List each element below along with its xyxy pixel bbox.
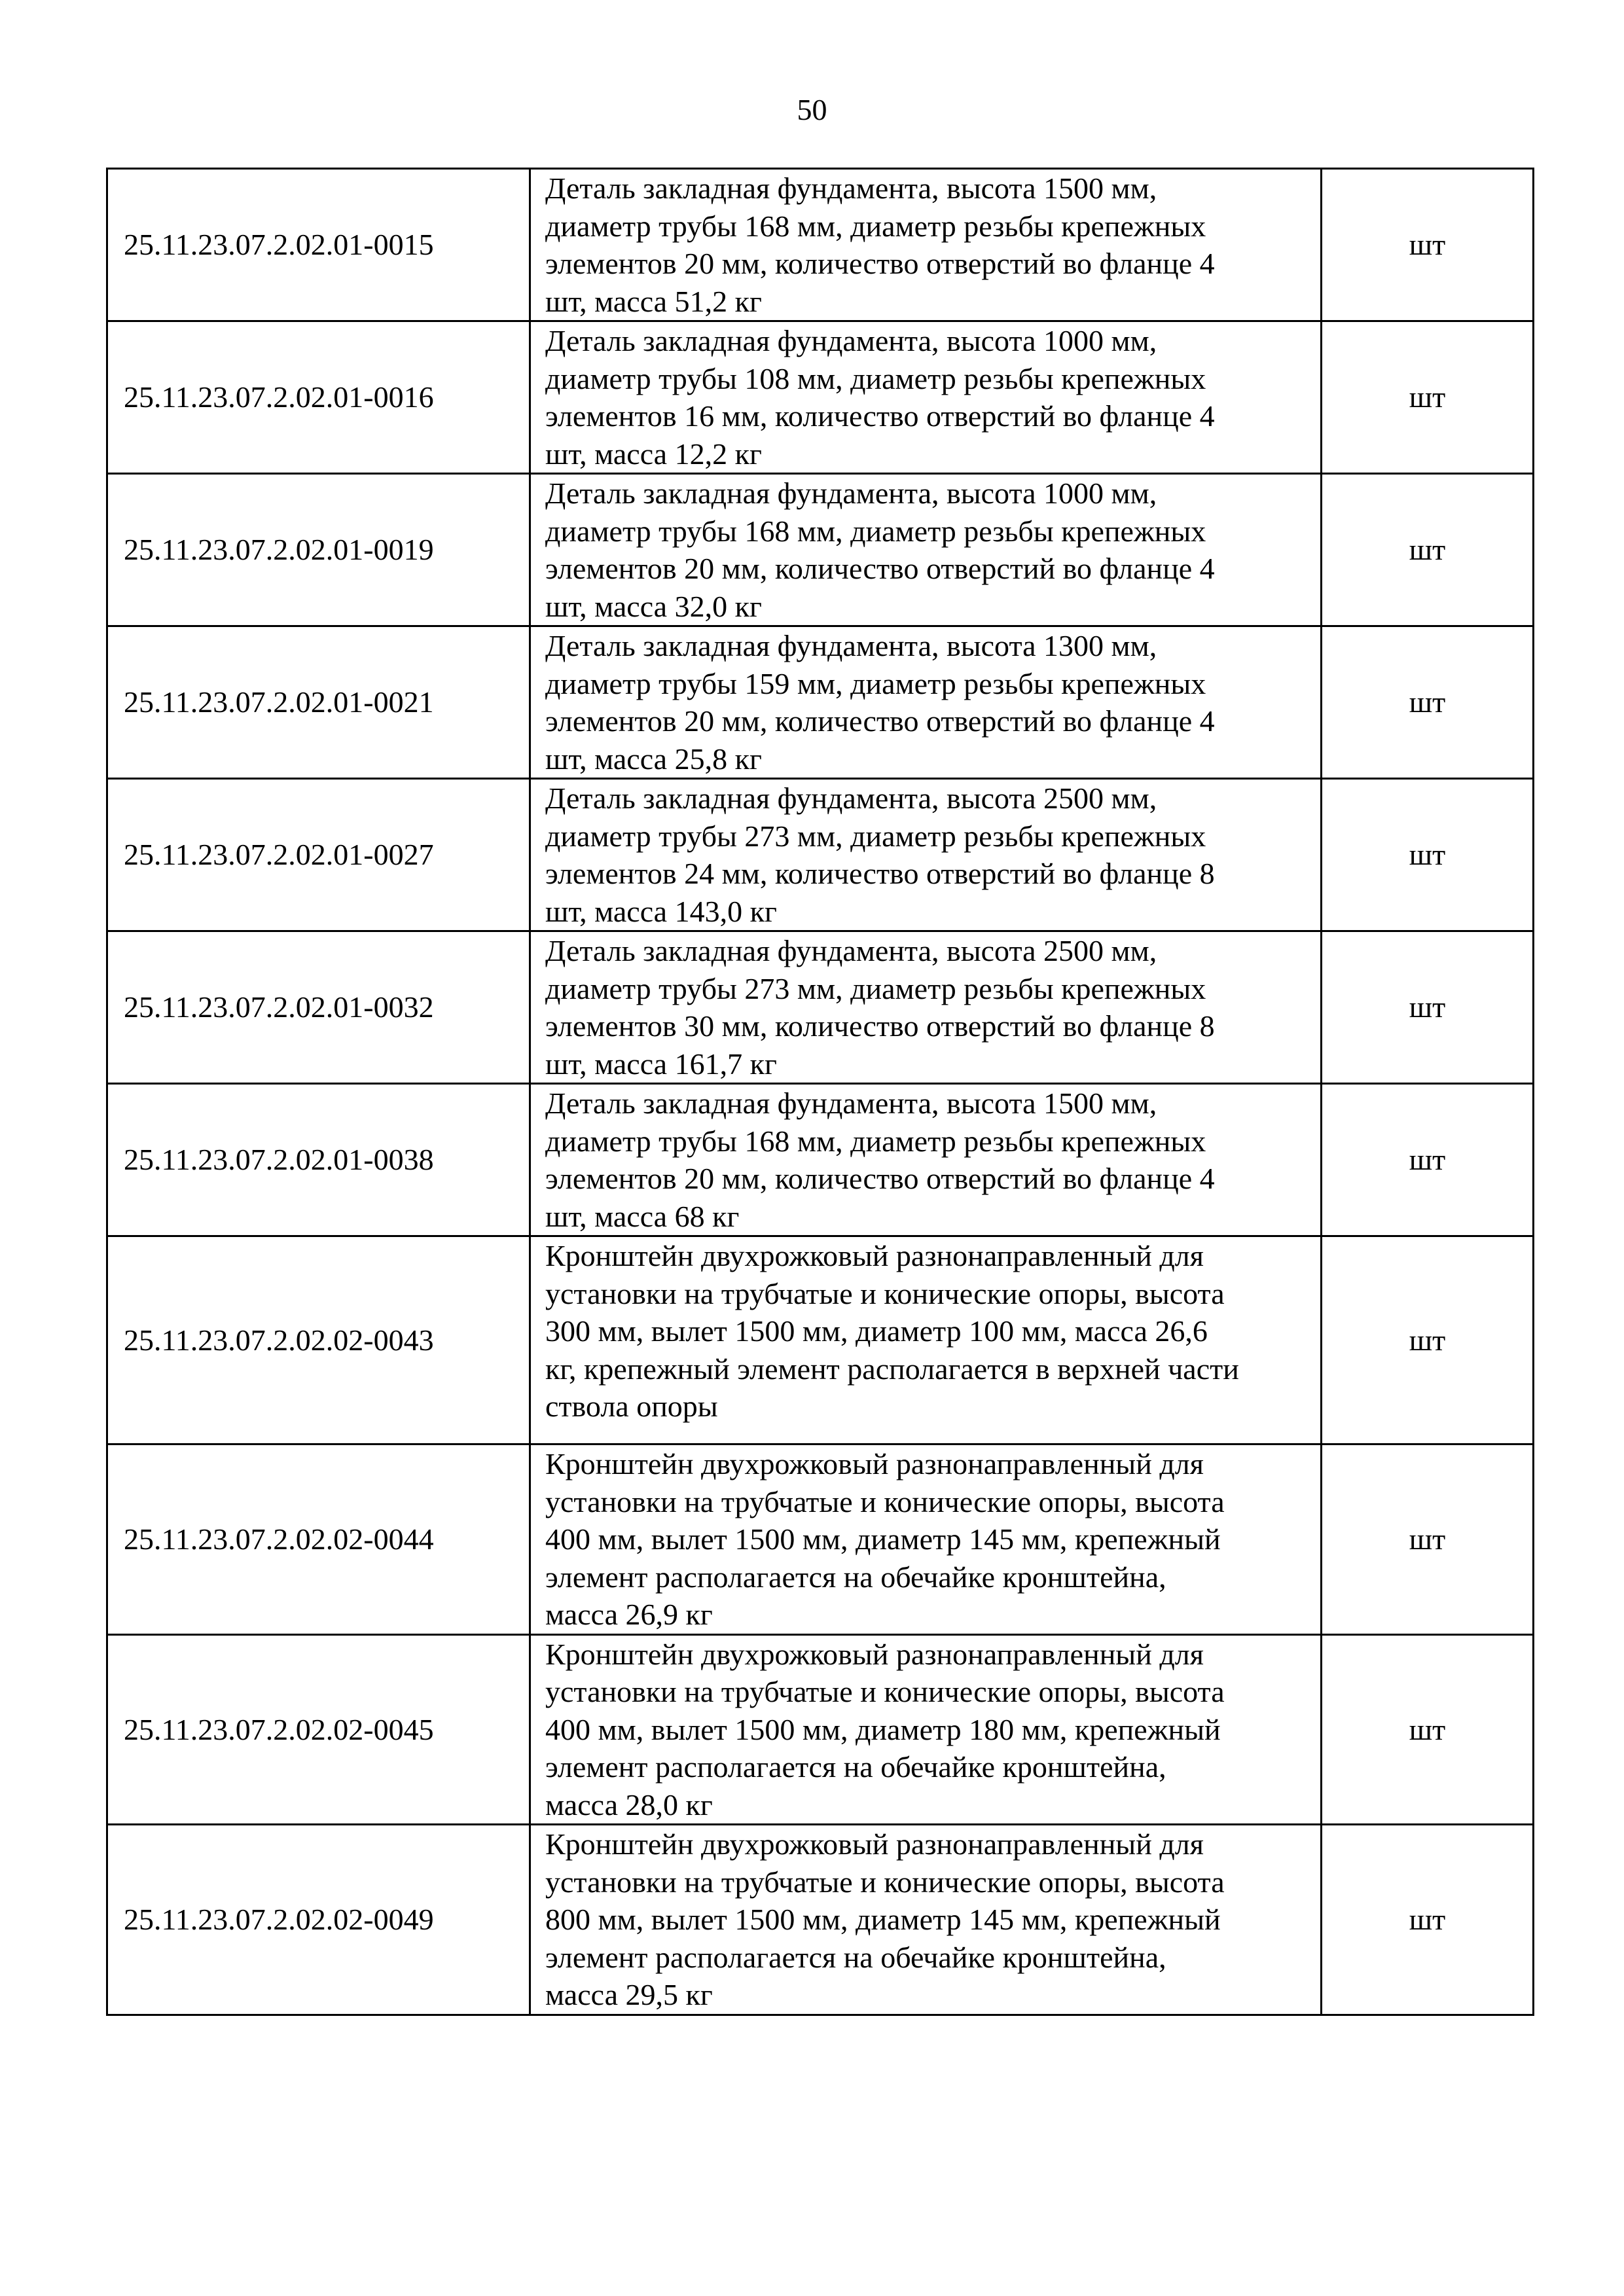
table-row xyxy=(107,169,1534,321)
description-line: шт, масса 51,2 кг xyxy=(545,284,762,318)
item-code: 25.11.23.07.2.02.01-0015 xyxy=(107,169,530,321)
spec-table-body xyxy=(107,169,1534,2015)
item-code: 25.11.23.07.2.02.02-0043 xyxy=(107,1236,530,1444)
description-line: масса 26,9 кг xyxy=(545,1598,713,1631)
item-description xyxy=(530,1825,1322,2015)
description-line: ствола опоры xyxy=(545,1390,718,1423)
description-line: элементов 24 мм, количество отверстий во фланце 8 xyxy=(545,857,1215,890)
description-line: шт, масса 32,0 кг xyxy=(545,589,762,623)
description-line: элементов 20 мм, количество отверстий во фланце 4 xyxy=(545,247,1215,280)
description-line: кг, крепежный элемент располагается в верхней части xyxy=(545,1352,1239,1386)
item-description xyxy=(530,1236,1322,1444)
item-code: 25.11.23.07.2.02.02-0044 xyxy=(107,1444,530,1635)
item-code: 25.11.23.07.2.02.01-0019 xyxy=(107,474,530,626)
item-description xyxy=(530,779,1322,931)
item-unit: шт xyxy=(1322,779,1534,931)
item-unit: шт xyxy=(1322,1825,1534,2015)
description-line: установки на трубчатые и конические опоры, высота xyxy=(545,1675,1225,1708)
description-line: диаметр трубы 168 мм, диаметр резьбы крепежных xyxy=(545,514,1206,548)
item-code: 25.11.23.07.2.02.02-0045 xyxy=(107,1634,530,1825)
item-description xyxy=(530,1444,1322,1635)
table-row xyxy=(107,1084,1534,1236)
item-description xyxy=(530,1634,1322,1825)
item-description xyxy=(530,474,1322,626)
item-unit: шт xyxy=(1322,1084,1534,1236)
description-line: 400 мм, вылет 1500 мм, диаметр 145 мм, крепежный xyxy=(545,1522,1221,1556)
item-code: 25.11.23.07.2.02.01-0038 xyxy=(107,1084,530,1236)
description-line: шт, масса 12,2 кг xyxy=(545,437,762,471)
item-unit: шт xyxy=(1322,1236,1534,1444)
item-unit: шт xyxy=(1322,626,1534,779)
description-line: элемент располагается на обечайке кронштейна, xyxy=(545,1750,1166,1784)
description-line: элементов 30 мм, количество отверстий во фланце 8 xyxy=(545,1009,1215,1043)
item-unit: шт xyxy=(1322,1634,1534,1825)
description-line: диаметр трубы 168 мм, диаметр резьбы крепежных xyxy=(545,1124,1206,1158)
description-line: Деталь закладная фундамента, высота 1000 мм, xyxy=(545,324,1157,357)
table-row xyxy=(107,321,1534,474)
item-code: 25.11.23.07.2.02.01-0016 xyxy=(107,321,530,474)
table-row xyxy=(107,1236,1534,1444)
description-line: Кронштейн двухрожковый разнонаправленный для xyxy=(545,1239,1204,1272)
description-line: диаметр трубы 108 мм, диаметр резьбы крепежных xyxy=(545,361,1206,395)
description-line: диаметр трубы 159 мм, диаметр резьбы крепежных xyxy=(545,666,1206,700)
item-description xyxy=(530,321,1322,474)
table-row xyxy=(107,1825,1534,2015)
page-number: 50 xyxy=(797,93,827,126)
description-line: установки на трубчатые и конические опоры, высота xyxy=(545,1484,1225,1518)
table-row xyxy=(107,474,1534,626)
description-line: шт, масса 143,0 кг xyxy=(545,894,777,928)
table-row xyxy=(107,779,1534,931)
description-line: диаметр трубы 168 мм, диаметр резьбы крепежных xyxy=(545,209,1206,243)
description-line: установки на трубчатые и конические опоры, высота xyxy=(545,1276,1225,1310)
item-description xyxy=(530,931,1322,1084)
item-code: 25.11.23.07.2.02.02-0049 xyxy=(107,1825,530,2015)
item-code: 25.11.23.07.2.02.01-0027 xyxy=(107,779,530,931)
description-line: 400 мм, вылет 1500 мм, диаметр 180 мм, крепежный xyxy=(545,1712,1221,1746)
table-row xyxy=(107,931,1534,1084)
table-row xyxy=(107,1444,1534,1635)
table-row xyxy=(107,626,1534,779)
description-line: диаметр трубы 273 мм, диаметр резьбы крепежных xyxy=(545,971,1206,1005)
description-line: Деталь закладная фундамента, высота 1300 мм, xyxy=(545,629,1157,662)
description-line: шт, масса 68 кг xyxy=(545,1199,740,1233)
item-unit: шт xyxy=(1322,169,1534,321)
description-line: Деталь закладная фундамента, высота 1500 мм, xyxy=(545,171,1157,205)
description-line: масса 29,5 кг xyxy=(545,1978,713,2011)
table-row xyxy=(107,1634,1534,1825)
item-code: 25.11.23.07.2.02.01-0032 xyxy=(107,931,530,1084)
item-unit: шт xyxy=(1322,931,1534,1084)
description-line: Деталь закладная фундамента, высота 2500 мм, xyxy=(545,781,1157,815)
description-line: шт, масса 161,7 кг xyxy=(545,1047,777,1081)
item-code: 25.11.23.07.2.02.01-0021 xyxy=(107,626,530,779)
description-line: диаметр трубы 273 мм, диаметр резьбы крепежных xyxy=(545,819,1206,853)
item-unit: шт xyxy=(1322,474,1534,626)
item-description xyxy=(530,169,1322,321)
spec-table xyxy=(106,168,1534,2016)
description-line: 300 мм, вылет 1500 мм, диаметр 100 мм, масса 26,6 xyxy=(545,1314,1208,1348)
description-line: Деталь закладная фундамента, высота 2500 мм, xyxy=(545,934,1157,967)
description-line: установки на трубчатые и конические опоры, высота xyxy=(545,1865,1225,1899)
item-unit: шт xyxy=(1322,1444,1534,1635)
description-line: Деталь закладная фундамента, высота 1500 мм, xyxy=(545,1086,1157,1120)
description-line: Кронштейн двухрожковый разнонаправленный для xyxy=(545,1637,1204,1671)
description-line: элементов 16 мм, количество отверстий во фланце 4 xyxy=(545,399,1215,433)
description-line: элемент располагается на обечайке кронштейна, xyxy=(545,1560,1166,1594)
description-line: Кронштейн двухрожковый разнонаправленный для xyxy=(545,1447,1204,1480)
description-line: элементов 20 мм, количество отверстий во фланце 4 xyxy=(545,704,1215,738)
description-line: Кронштейн двухрожковый разнонаправленный для xyxy=(545,1827,1204,1861)
description-line: масса 28,0 кг xyxy=(545,1787,713,1821)
item-description xyxy=(530,1084,1322,1236)
description-line: элементов 20 мм, количество отверстий во фланце 4 xyxy=(545,1162,1215,1195)
item-description xyxy=(530,626,1322,779)
item-unit: шт xyxy=(1322,321,1534,474)
description-line: Деталь закладная фундамента, высота 1000 мм, xyxy=(545,476,1157,510)
description-line: элемент располагается на обечайке кронштейна, xyxy=(545,1940,1166,1974)
description-line: элементов 20 мм, количество отверстий во фланце 4 xyxy=(545,552,1215,585)
description-line: шт, масса 25,8 кг xyxy=(545,742,762,776)
description-line: 800 мм, вылет 1500 мм, диаметр 145 мм, крепежный xyxy=(545,1903,1221,1936)
